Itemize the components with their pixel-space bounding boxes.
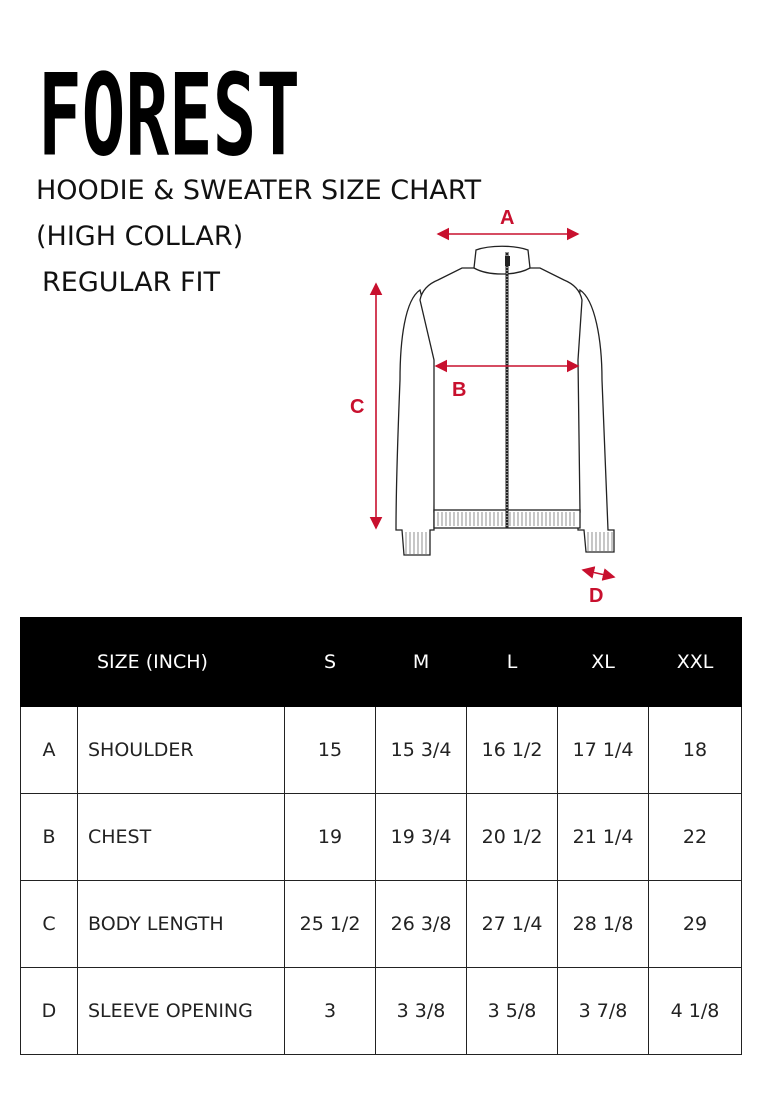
measure-a-label: A: [500, 207, 515, 229]
measure-c-label: C: [350, 396, 365, 418]
collar: [474, 246, 530, 274]
table-cell: 16 1/2: [467, 707, 558, 794]
size-col-header: L: [467, 618, 558, 707]
jacket-illustration: [330, 200, 630, 610]
table-cell: 27 1/4: [467, 881, 558, 968]
fit-label: REGULAR FIT: [42, 267, 220, 298]
table-cell: 19 3/4: [376, 794, 467, 881]
size-col-header: XL: [558, 618, 649, 707]
table-cell: 21 1/4: [558, 794, 649, 881]
brand-name: FOREST: [38, 50, 300, 183]
size-col-header: S: [285, 618, 376, 707]
size-col-header: M: [376, 618, 467, 707]
table-cell: 17 1/4: [558, 707, 649, 794]
table-cell: 15 3/4: [376, 707, 467, 794]
table-row: [21, 707, 742, 794]
row-code: B: [21, 794, 78, 881]
chart-title: HOODIE & SWEATER SIZE CHART: [36, 175, 482, 206]
measure-d-label: D: [589, 585, 604, 607]
measure-d-arrow: [583, 570, 614, 577]
table-cell: 20 1/2: [467, 794, 558, 881]
table-cell: 3 7/8: [558, 968, 649, 1055]
chart-subtitle: (HIGH COLLAR): [36, 221, 244, 252]
table-header-row: [21, 618, 742, 707]
size-col-header: XXL: [649, 618, 742, 707]
jacket-diagram: [330, 200, 630, 610]
row-name: BODY LENGTH: [78, 881, 285, 968]
row-name: SLEEVE OPENING: [78, 968, 285, 1055]
table-row: [21, 881, 742, 968]
table-cell: 26 3/8: [376, 881, 467, 968]
row-code: A: [21, 707, 78, 794]
table-cell: 15: [285, 707, 376, 794]
table-cell: 22: [649, 794, 742, 881]
brand-logo: [38, 50, 338, 183]
table-cell: 3 3/8: [376, 968, 467, 1055]
table-cell: 4 1/8: [649, 968, 742, 1055]
table-cell: 19: [285, 794, 376, 881]
table-row: [21, 794, 742, 881]
table-cell: 18: [649, 707, 742, 794]
table-cell: 3: [285, 968, 376, 1055]
jacket-body: [420, 268, 582, 512]
table-cell: 29: [649, 881, 742, 968]
zipper-pull: [505, 256, 510, 266]
row-code: C: [21, 881, 78, 968]
table-cell: 25 1/2: [285, 881, 376, 968]
row-name: SHOULDER: [78, 707, 285, 794]
table-row: [21, 968, 742, 1055]
measure-b-label: B: [452, 379, 467, 401]
size-header: SIZE (INCH): [21, 618, 285, 707]
size-table: [20, 617, 742, 1055]
table-cell: 28 1/8: [558, 881, 649, 968]
row-code: D: [21, 968, 78, 1055]
row-name: CHEST: [78, 794, 285, 881]
table-cell: 3 5/8: [467, 968, 558, 1055]
